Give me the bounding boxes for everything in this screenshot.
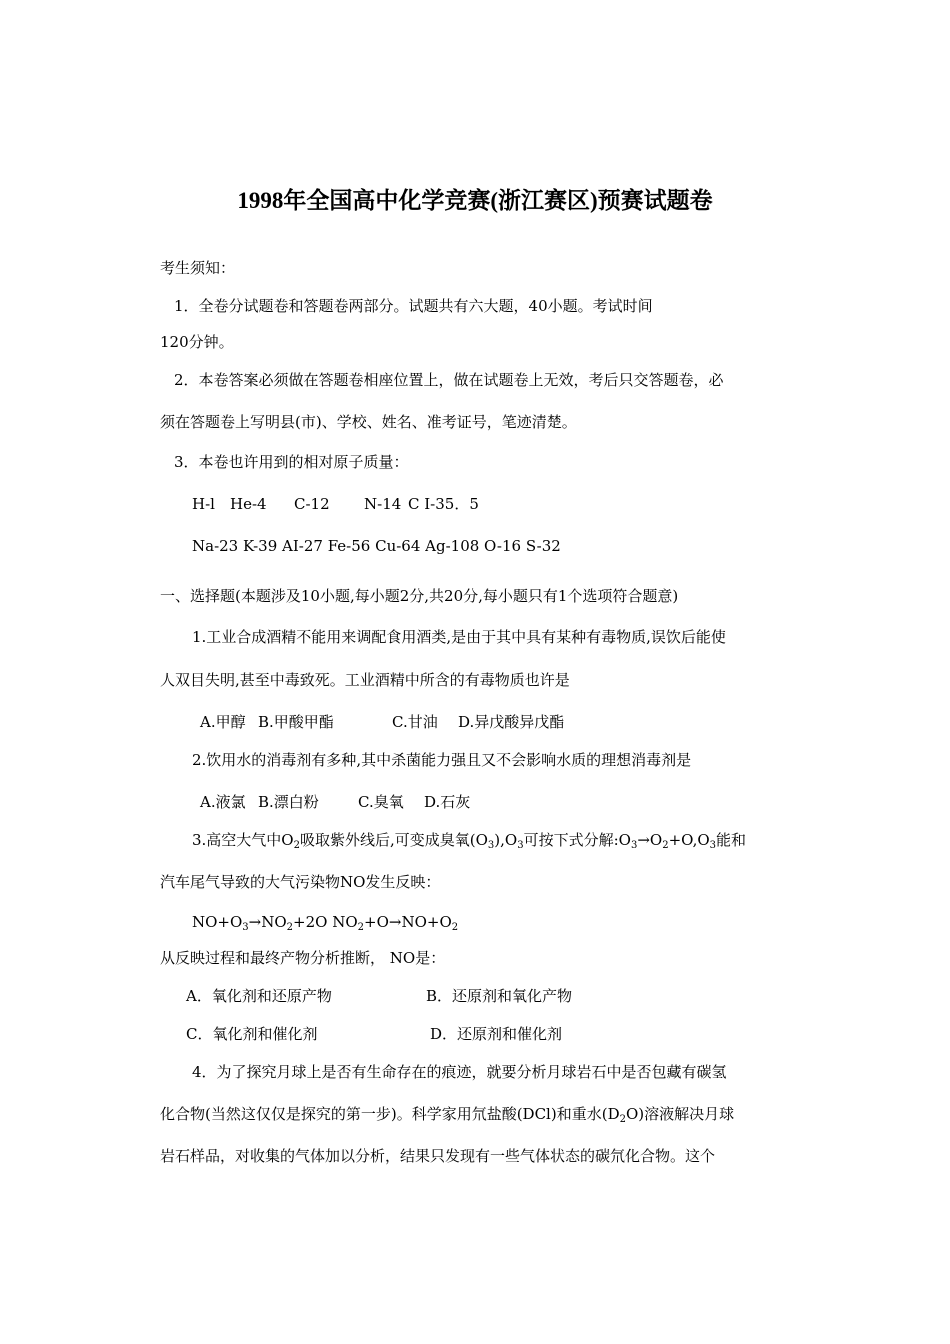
question-1-line-2: 人双目失明,甚至中毒致死。工业酒精中所含的有毒物质也许是 [160, 671, 570, 689]
mass-c: C-12 [294, 495, 330, 513]
question-1-line-1: 1.工业合成酒精不能用来调配食用酒类,是由于其中具有某种有毒物质,误饮后能使 [192, 628, 726, 646]
question-4-line-1: 4．为了探究月球上是否有生命存在的痕迹，就要分析月球岩石中是否包藏有碳氢 [192, 1063, 727, 1081]
question-2-options [200, 792, 470, 812]
mass-h: H-l [192, 495, 215, 513]
question-3-line-2: 汽车尾气导致的大气污染物NO发生反映： [160, 873, 441, 891]
q3-option-d: D．还原剂和催化剂 [430, 1025, 563, 1043]
notice-item-2-cont: 须在答题卷上写明县(市)、学校、姓名、准考证号，笔迹清楚。 [160, 413, 577, 431]
mass-he: He-4 [230, 495, 267, 513]
q1-option-a: A.甲醇 [200, 713, 246, 731]
question-3-line-4: 从反映过程和最终产物分析推断， NO是： [160, 949, 446, 967]
q2-option-b: B.漂白粉 [258, 793, 319, 811]
q3-option-b: B．还原剂和氧化产物 [426, 987, 573, 1005]
q2-option-c: C.臭氧 [358, 793, 404, 811]
question-1-options [200, 712, 564, 732]
atomic-masses-row-2: Na-23 K-39 AI-27 Fe-56 Cu-64 Ag-108 O-16 S-32 [192, 537, 561, 555]
mass-cl: C I-35．5 [408, 495, 479, 513]
question-4-line-3: 岩石样品，对收集的气体加以分析，结果只发现有一些气体状态的碳氘化合物。这个 [160, 1147, 716, 1165]
question-4-line-2: 化合物(当然这仅仅是探究的第一步)。科学家用氘盐酸(DCl)和重水$(D_2O)$溶液解决月球 [160, 1105, 735, 1125]
q1-option-d: D.异戊酸异戊酯 [458, 713, 565, 731]
q2-option-a: A.液氯 [200, 793, 246, 811]
q2-option-d: D.石灰 [424, 793, 471, 811]
q1-option-b: B.甲酸甲酯 [258, 713, 334, 731]
question-2-line-1: 2.饮用水的消毒剂有多种,其中杀菌能力强且又不会影响水质的理想消毒剂是 [192, 751, 692, 769]
question-3-options-row-2 [186, 1024, 562, 1044]
q1-option-c: C.甘油 [392, 713, 438, 731]
q3-option-c: C．氧化剂和催化剂 [186, 1025, 318, 1043]
question-3-line-1: 3.高空大气中$O_2$吸取紫外线后,可变成臭氧$(O_3),O_3$可按下式分解$:O_3\to O_2+O,O_3$能和 [192, 831, 747, 851]
section-1-heading: 一、选择题(本题涉及10小题,每小题2分,共20分,每小题只有1个选项符合题意) [160, 587, 679, 605]
question-3-equation: $NO+O_3\to NO_2+2O$ $NO_2+O\to NO+O_2$ [192, 913, 459, 933]
notice-item-2: 2．本卷答案必须做在答题卷相座位置上，做在试题卷上无效，考后只交答题卷，必 [174, 371, 724, 389]
notice-item-1: 1．全卷分试题卷和答题卷两部分。试题共有六大题，40小题。考试时间 [174, 297, 653, 315]
notice-heading: 考生须知： [160, 259, 236, 277]
mass-n: N-14 [364, 495, 402, 513]
q3-option-a: A．氧化剂和还原产物 [186, 987, 332, 1005]
question-3-options-row-1 [186, 986, 572, 1006]
notice-item-3: 3．本卷也许用到的相对原子质量： [174, 453, 409, 471]
atomic-masses-row-1 [192, 494, 479, 514]
notice-item-1-cont: 120分钟。 [160, 333, 234, 351]
page-title: 1998年全国高中化学竞赛(浙江赛区)预赛试题卷 [237, 188, 713, 213]
